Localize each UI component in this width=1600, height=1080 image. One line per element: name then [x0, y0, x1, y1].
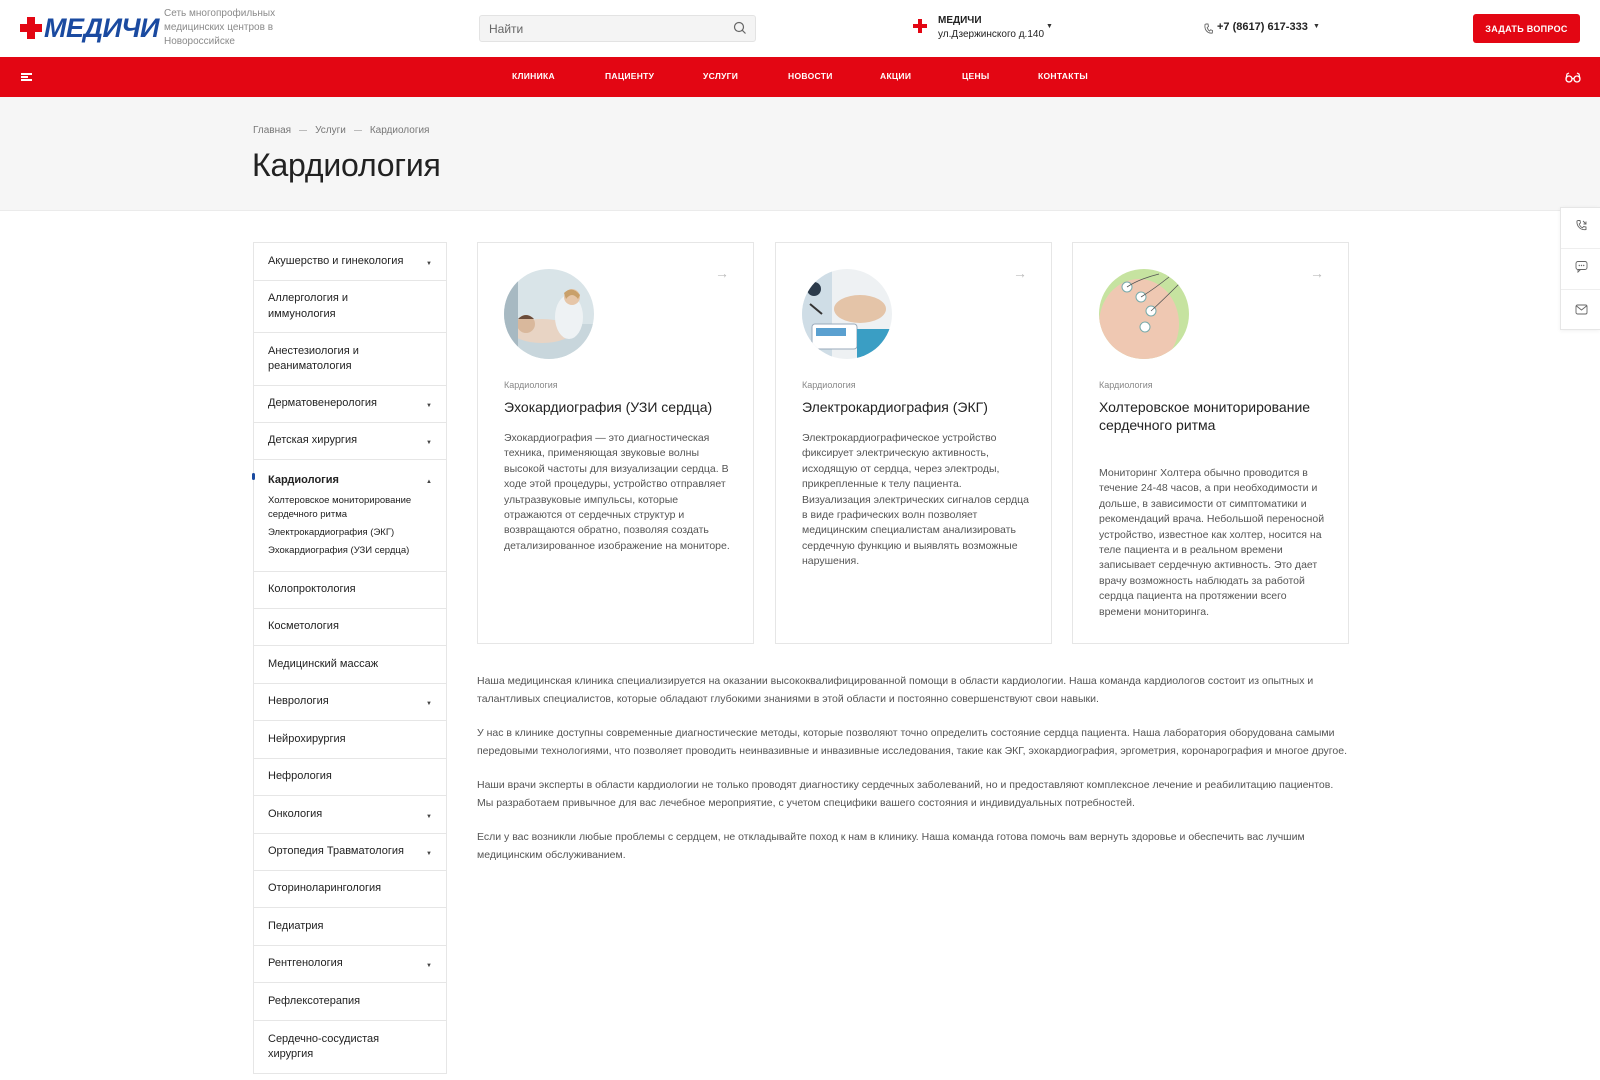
article-paragraph: Если у вас возникли любые проблемы с сердцем, не откладывайте поход к нам в клинику. Наша команда готова помочь вам вернуть здоровье и обеспечить вас лучшим медицинским обслуживанием.	[477, 831, 1305, 861]
sidebar-item-label: Оториноларингология	[268, 882, 382, 895]
sidebar-item-label: Нефрология	[268, 770, 332, 783]
phone-number[interactable]: +7 (8617) 617-333	[1217, 21, 1308, 33]
email-button[interactable]	[1561, 290, 1600, 331]
sidebar-item-label: Кардиология	[268, 474, 339, 486]
search-icon[interactable]	[733, 21, 749, 37]
chevron-up-icon[interactable]: ▲	[426, 479, 432, 485]
sidebar-item-label: Дерматовенерология	[268, 397, 377, 410]
chevron-down-icon[interactable]: ▼	[426, 701, 432, 707]
sidebar-item-label: Онкология	[268, 807, 323, 820]
sidebar-subitems	[268, 494, 433, 562]
search-input[interactable]	[480, 16, 720, 41]
chevron-down-icon[interactable]: ▼	[1046, 23, 1053, 30]
card-category: Кардиология	[1099, 380, 1153, 390]
sidebar-item-anesthesiology[interactable]	[254, 333, 446, 386]
phone-callback-icon	[1575, 219, 1588, 237]
card-description: Эхокардиография — это диагностическая техника, применяющая звуковые волны высокой частоты для визуализации сердца. В ходе этой процедуры, устройство отправляет ультразвуковые импульсы, которые отражаются от сердечных структур и возвращаются обратно, позволяя создать детализированное изображение на мониторе.	[504, 432, 730, 552]
chevron-down-icon[interactable]: ▼	[426, 440, 432, 446]
sidebar-item-cardiology[interactable]	[254, 460, 446, 572]
sidebar-item-label: Детская хирургия	[268, 434, 358, 447]
sidebar-item-radiology[interactable]	[254, 946, 446, 983]
nav-item-prices[interactable]: ЦЕНЫ	[962, 71, 990, 81]
sidebar-item-label: Неврология	[268, 695, 329, 708]
card-category: Кардиология	[802, 380, 856, 390]
sidebar-item-massage[interactable]	[254, 646, 446, 684]
service-card[interactable]	[1072, 242, 1349, 644]
ask-question-button[interactable]: ЗАДАТЬ ВОПРОС	[1473, 14, 1580, 43]
card-title[interactable]: Электрокардиография (ЭКГ)	[802, 399, 988, 415]
card-title[interactable]: Холтеровское мониторирование сердечного ритма	[1099, 399, 1311, 433]
sidebar-item-label: Акушерство и гинекология	[268, 254, 404, 267]
sidebar-item-cardiovascular-surgery[interactable]	[254, 1021, 446, 1074]
arrow-right-icon[interactable]: →	[1310, 265, 1324, 281]
contact-widget	[1560, 207, 1600, 330]
phone-icon	[1203, 22, 1213, 34]
callback-button[interactable]	[1561, 208, 1600, 249]
arrow-right-icon[interactable]: →	[1013, 265, 1027, 281]
nav-item-patient[interactable]: ПАЦИЕНТУ	[605, 71, 655, 81]
chat-icon	[1575, 260, 1588, 278]
sidebar-item-obstetrics[interactable]	[254, 243, 446, 281]
breadcrumb-home[interactable]: Главная	[253, 125, 292, 136]
article-paragraph: У нас в клинике доступны современные диагностические методы, которые позволяют точно определить состояние сердца пациента. Наша лаборатория оборудована самыми передовыми технологиями, что позволяет проводить неинвазивные и инвазивные исследования, такие как ЭКГ, эхокардиография, эргометрия, коронарография и многое другое.	[477, 727, 1347, 757]
chevron-down-icon[interactable]: ▼	[426, 813, 432, 820]
sidebar-item-neurosurgery[interactable]	[254, 721, 446, 759]
sidebar-item-label: Педиатрия	[268, 919, 324, 932]
chevron-down-icon[interactable]: ▼	[426, 260, 432, 267]
sidebar-item-label: Рентгенология	[268, 957, 343, 970]
sidebar-item-oncology[interactable]	[254, 796, 446, 834]
sidebar-subitem-echo[interactable]: Эхокардиография (УЗИ сердца)	[268, 544, 410, 556]
logo-text: МЕДИЧИ	[44, 12, 159, 43]
main-nav	[0, 57, 1600, 97]
site-header	[0, 0, 1600, 57]
mail-icon	[1575, 302, 1588, 320]
sidebar-item-label: Рефлексотерапия	[268, 994, 361, 1007]
logo[interactable]	[20, 12, 159, 44]
sidebar-item-label: Косметология	[268, 620, 339, 633]
clinic-selector[interactable]	[938, 14, 1044, 42]
page-header	[0, 97, 1600, 211]
card-title[interactable]: Эхокардиография (УЗИ сердца)	[504, 399, 713, 415]
services-sidebar	[253, 242, 447, 1074]
sidebar-item-label: Медицинский массаж	[268, 657, 379, 670]
holter-photo	[1099, 269, 1189, 359]
sidebar-item-label: Нейрохирургия	[268, 732, 346, 745]
service-card[interactable]	[477, 242, 754, 644]
sidebar-item-orthopedics[interactable]	[254, 834, 446, 871]
article-paragraph: Наши врачи эксперты в области кардиологии не только проводят диагностику сердечных заболеваний, но и предоставляют комплексное лечение и реабилитацию пациентов. Мы разработаем привычное для вас лечебное мероприятие, с учетом специфики вашего состояния и индивидуальных потребностей.	[477, 779, 1334, 809]
ecg-photo	[802, 269, 892, 359]
active-indicator	[252, 473, 255, 480]
clinic-name: МЕДИЧИ	[938, 15, 982, 26]
chevron-down-icon[interactable]: ▼	[426, 403, 432, 409]
sidebar-item-label: Колопроктология	[268, 583, 356, 596]
card-description: Мониторинг Холтера обычно проводится в течение 24-48 часов, а при необходимости и дольше, в зависимости от симптоматики и рекомендаций врача. Небольшой переносной устройство, известное как холтер, носится на теле пациента и в реальном времени записывает сердечную активность. Это дает врачу возможность наблюдать за работой сердца пациента на протяжении всего времени мониторинга.	[1099, 467, 1325, 618]
nav-item-contacts[interactable]: КОНТАКТЫ	[1038, 71, 1089, 81]
sidebar-item-pediatric-surgery[interactable]	[254, 423, 446, 460]
sidebar-item-coloproctology[interactable]	[254, 572, 446, 609]
sidebar-item-label: Ортопедия Травматология	[268, 845, 404, 858]
breadcrumb-separator	[299, 130, 307, 131]
breadcrumb-current: Кардиология	[369, 125, 430, 136]
breadcrumb-services[interactable]: Услуги	[315, 125, 346, 136]
article-paragraph: Наша медицинская клиника специализируется на оказании высококвалифицированной помощи в области кардиологии. Наша команда кардиологов состоит из опытных и талантливых специалистов, которые обладают глубокими знаниями в этой области и постоянно совершенствуют свои навыки.	[477, 675, 1314, 705]
ultrasound-photo	[504, 269, 594, 359]
chevron-down-icon[interactable]: ▼	[426, 963, 432, 969]
card-category: Кардиология	[504, 380, 558, 390]
search-box	[479, 15, 756, 42]
sidebar-item-otolaryngology[interactable]	[254, 871, 446, 908]
clinic-address: ул.Дзержинского д.140	[938, 29, 1045, 40]
chevron-down-icon[interactable]: ▼	[1313, 23, 1320, 30]
accessibility-glasses-icon[interactable]	[1565, 71, 1581, 83]
sidebar-item-label: Сердечно-сосудистая хирургия	[268, 1032, 380, 1060]
card-description: Электрокардиографическое устройство фиксирует электрическую активность, исходящую от сердца, через электроды, прикрепленные к телу пациента. Визуализация электрических сигналов сердца в виде графических волн позволяет медицинским специалистам анализировать сердечную функцию и выявлять возможные нарушения.	[802, 432, 1030, 568]
breadcrumb	[253, 125, 429, 136]
sidebar-item-cosmetology[interactable]	[254, 609, 446, 646]
arrow-right-icon[interactable]: →	[715, 265, 729, 281]
page-title: Кардиология	[252, 147, 441, 183]
clinic-cross-icon	[913, 19, 927, 33]
sidebar-item-label: Анестезиология и реаниматология	[268, 344, 359, 372]
sidebar-item-allergology[interactable]	[254, 281, 446, 333]
nav-item-news[interactable]: НОВОСТИ	[788, 71, 833, 81]
chat-button[interactable]	[1561, 249, 1600, 290]
sidebar-item-label: Аллергология и иммунология	[268, 292, 349, 320]
logo-cross-icon	[20, 17, 42, 39]
sidebar-item-pediatrics[interactable]	[254, 908, 446, 946]
chevron-down-icon[interactable]: ▼	[426, 851, 432, 857]
sidebar-item-nephrology[interactable]	[254, 759, 446, 796]
service-card[interactable]	[775, 242, 1052, 644]
sidebar-subitem-holter[interactable]: Холтеровское мониторирование сердечного ритма	[268, 494, 412, 520]
sidebar-subitem-ecg[interactable]: Электрокардиография (ЭКГ)	[268, 526, 395, 538]
nav-item-clinic[interactable]: КЛИНИКА	[512, 71, 555, 81]
sidebar-item-dermatology[interactable]	[254, 386, 446, 423]
breadcrumb-separator	[354, 130, 362, 131]
sidebar-item-neurology[interactable]	[254, 684, 446, 721]
nav-item-promotions[interactable]: АКЦИИ	[880, 71, 912, 81]
tagline: Сеть многопрофильных медицинских центров в Новороссийске	[164, 8, 276, 47]
article-text	[477, 672, 1350, 880]
sidebar-item-reflexotherapy[interactable]	[254, 983, 446, 1021]
nav-item-services[interactable]: УСЛУГИ	[703, 71, 739, 81]
